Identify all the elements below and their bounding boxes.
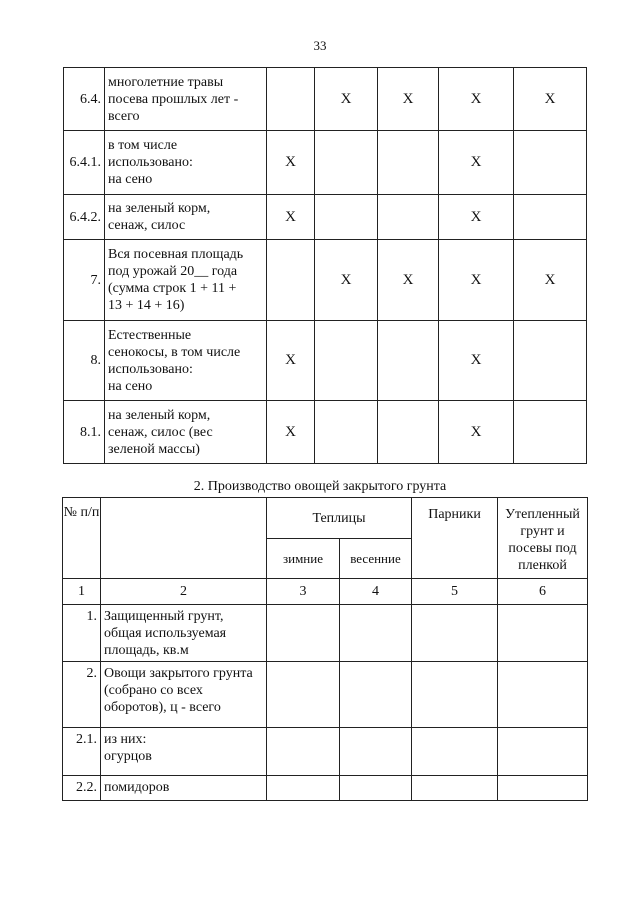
section-title: 2. Производство овощей закрытого грунта (193, 479, 447, 494)
row-text-line: на зеленый корм, (108, 407, 211, 423)
empty-cell (267, 662, 340, 728)
table-greenhouse-vegetables (62, 497, 588, 801)
cross-mark: X (378, 240, 439, 321)
row-text-line: посева прошлых лет - (108, 91, 239, 107)
cross-mark: X (439, 195, 514, 240)
column-number: 5 (412, 579, 498, 605)
table-row (63, 605, 588, 662)
cross-mark: X (267, 401, 315, 464)
row-text-line: сенаж, силос (вес (108, 424, 213, 440)
empty-cell (412, 605, 498, 662)
empty-cell (498, 728, 588, 776)
empty-cell (498, 662, 588, 728)
row-text-line: (сумма строк 1 + 11 + (108, 281, 237, 296)
row-text-line: Естественные (108, 327, 192, 343)
table-row (63, 662, 588, 728)
row-number: 2.2. (63, 776, 101, 801)
empty-cell (267, 68, 315, 131)
row-description (105, 401, 267, 464)
cross-mark: X (439, 240, 514, 321)
header-insulated: Утепленный грунт и посевы под пленкой (498, 498, 588, 579)
header-number: № п/п (63, 498, 101, 579)
empty-cell (267, 728, 340, 776)
header-spring: весенние (340, 539, 412, 579)
empty-cell (514, 131, 587, 195)
column-number: 3 (267, 579, 340, 605)
row-text-line: сенаж, силос (108, 218, 186, 233)
empty-cell (498, 605, 588, 662)
page-number: 33 (313, 38, 327, 53)
cross-mark: X (378, 68, 439, 131)
empty-cell (378, 321, 439, 401)
column-number: 2 (101, 579, 267, 605)
empty-cell (267, 776, 340, 801)
row-text-line: (собрано со всех (104, 683, 203, 698)
row-text-line: Овощи закрытого грунта (104, 666, 253, 681)
empty-cell (340, 662, 412, 728)
header-hotbeds: Парники (412, 498, 498, 579)
cross-mark: X (514, 68, 587, 131)
table-row (64, 321, 587, 401)
header-winter: зимние (267, 539, 340, 579)
row-number: 1. (63, 605, 101, 662)
table-row (64, 195, 587, 240)
empty-cell (412, 662, 498, 728)
cross-mark: X (439, 321, 514, 401)
row-number: 6.4.2. (64, 195, 105, 240)
row-text-line: из них: (104, 732, 147, 747)
empty-cell (378, 195, 439, 240)
empty-cell (340, 728, 412, 776)
row-description (105, 68, 267, 131)
row-text-line: использовано: (108, 155, 193, 170)
empty-cell (267, 605, 340, 662)
cross-mark: X (267, 195, 315, 240)
row-number: 7. (64, 240, 105, 321)
row-text-line: оборотов), ц - всего (104, 700, 221, 715)
empty-cell (514, 195, 587, 240)
table-row (64, 131, 587, 195)
row-description (105, 240, 267, 321)
empty-cell (412, 728, 498, 776)
row-number: 6.4. (64, 68, 105, 131)
empty-cell (315, 321, 378, 401)
table-row (64, 68, 587, 131)
row-text-line: на сено (108, 378, 153, 394)
cross-mark: X (267, 321, 315, 401)
row-text-line: на зеленый корм, (108, 201, 211, 216)
row-description (105, 131, 267, 195)
row-text-line: в том числе (108, 138, 178, 153)
row-text-line: помидоров (104, 780, 170, 795)
row-text-line: использовано: (108, 361, 193, 377)
empty-cell (267, 240, 315, 321)
row-description (101, 662, 267, 728)
cross-mark: X (439, 131, 514, 195)
empty-cell (315, 195, 378, 240)
row-text-line: общая используемая (104, 626, 227, 641)
empty-cell (412, 776, 498, 801)
table-row (64, 401, 587, 464)
row-text-line: многолетние травы (108, 74, 224, 90)
row-description (101, 728, 267, 776)
row-description (101, 776, 267, 801)
empty-cell (315, 131, 378, 195)
empty-cell (315, 401, 378, 464)
row-text-line: огурцов (104, 749, 152, 764)
row-text-line: зеленой массы) (108, 441, 200, 457)
row-number: 8.1. (64, 401, 105, 464)
row-description (105, 321, 267, 401)
empty-cell (340, 776, 412, 801)
empty-cell (498, 776, 588, 801)
row-text-line: 13 + 14 + 16) (108, 298, 185, 313)
table-crops-continued (63, 67, 587, 464)
cross-mark: X (315, 240, 378, 321)
row-number: 8. (64, 321, 105, 401)
empty-cell (514, 321, 587, 401)
table-row (63, 728, 588, 776)
cross-mark: X (514, 240, 587, 321)
column-numbers-row (63, 579, 588, 605)
empty-cell (340, 605, 412, 662)
row-number: 6.4.1. (64, 131, 105, 195)
cross-mark: X (267, 131, 315, 195)
row-text-line: Вся посевная площадь (108, 247, 244, 262)
column-number: 4 (340, 579, 412, 605)
empty-cell (514, 401, 587, 464)
row-text-line: Защищенный грунт, (104, 609, 224, 624)
table-row (63, 776, 588, 801)
cross-mark: X (315, 68, 378, 131)
column-number: 6 (498, 579, 588, 605)
row-number: 2.1. (63, 728, 101, 776)
empty-cell (378, 401, 439, 464)
row-description (101, 605, 267, 662)
row-number: 2. (63, 662, 101, 728)
header-blank (101, 498, 267, 579)
row-text-line: сенокосы, в том числе (108, 344, 241, 360)
cross-mark: X (439, 401, 514, 464)
header-greenhouses: Теплицы (267, 498, 412, 539)
table-row (64, 240, 587, 321)
row-text-line: на сено (108, 172, 153, 187)
cross-mark: X (439, 68, 514, 131)
row-description (105, 195, 267, 240)
column-number: 1 (63, 579, 101, 605)
empty-cell (378, 131, 439, 195)
row-text-line: под урожай 20__ года (108, 264, 238, 279)
row-text-line: всего (108, 108, 140, 124)
row-text-line: площадь, кв.м (104, 643, 189, 658)
